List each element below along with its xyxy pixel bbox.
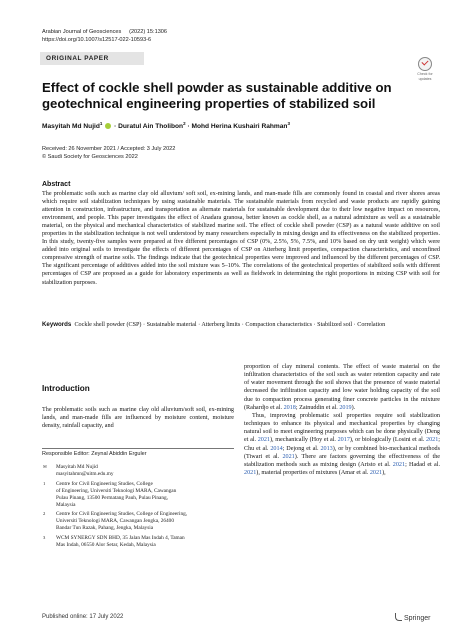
responsible-editor: Responsible Editor: Zeynal Abiddin Erguler [42,451,147,457]
affiliation-line: Bandar Tun Razak, Pahang, Jengka, Malaysia [56,525,154,532]
check-updates-icon [418,57,432,71]
affiliation-line: Universiti Teknologi MARA, Cawangan Jengka, 26400 [56,518,174,525]
citation-link[interactable]: 2021 [282,453,295,460]
paragraph [244,412,440,477]
affiliation-line: Malaysia [56,501,76,508]
paragraph [244,363,440,412]
doi-link[interactable]: https://doi.org/10.1007/s12517-022-10593-6 [42,37,152,43]
received-accepted: Received: 26 November 2021 / Accepted: 3 July 2022 [42,146,176,152]
citation-link[interactable]: 2021 [257,437,270,444]
published-online: Published online: 17 July 2022 [42,614,124,620]
paragraph-text: ), mechanically (Hoy et al. [270,437,338,444]
abstract-text: The problematic soils such as marine clay old alluvium/ soft soil, ex-mining lands, and man-made fills are commonly found in coastal and river shores areas which require soil stabilization techniques by using sustainable materials. The sustainable materials from recycled and waste products are rapidly gaining attention in construction, infrastructure, and transportation as alternate materials for sustainable development due to their low negative impact on resources, environment, and people. This paper investigates the effect of Anadara granosa, better known as cockle shell, as a natural admixture as well as a sustainable material, on the physical and mechanical characteristics of stabilized marine soil. The effect of cockle shell powder (CSP) as a natural waste additive on soil properties in the stabilization technique is not well understood by many researchers especially in mixing design and its effectiveness on the stabilized properties. In this study, twenty-five samples were prepared at five different percentages of CSP (0%, 2.5%, 5%, 7.5%, and 10% based on dry unit weight) which were added into original soils to investigate the effects of different percentages of CSP on Atterberg limit properties, compaction characteristics, and unconfined compressive strength of marine soils. The findings indicate that the geotechnical properties were improved and influenced by the different percentages of CSP. The significant percentage of additives added into the soil mixture was 5–10%. The correlations of the geotechnical properties of stabilized soils with different percentages of CSP are proposed as a guide for laboratory experiments as well as fieldwork in determining the right proportions in mixing CSP with soil for stabilization purposes. [42,191,440,286]
article-type-badge: ORIGINAL PAPER [40,52,144,65]
springer-horse-icon [395,613,402,621]
envelope-icon: ✉ [43,464,47,469]
citation-link[interactable]: 2021 [392,461,406,468]
citation-link[interactable]: 2019 [339,404,352,411]
journal-volume: (2022) 15:1306 [129,29,168,35]
paragraph-text: ). [351,404,356,411]
affiliation-mark: 2 [183,121,186,126]
correspondence-note [42,464,234,478]
paragraph-text: ), or by combined bio-mechanical methods (Tiwari et al. [244,445,440,460]
affiliation-number: 2 [43,511,46,517]
citation-link[interactable]: 2013 [320,445,333,452]
corresponding-author: Masyitah Md Nujid [56,464,98,470]
affiliation-number: 1 [43,480,46,486]
author-name[interactable]: Masyitah Md Nujid [42,123,100,131]
keywords-label: Keywords [42,321,72,328]
copyright-line: © Saudi Society for Geosciences 2022 [42,153,138,160]
affiliation-note [42,535,234,549]
check-for-updates-button[interactable] [410,57,440,81]
paper-title: Effect of cockle shell powder as sustainable additive on geotechnical engineering properties of stabilized soil [42,80,392,111]
introduction-heading: Introduction [42,384,90,393]
publisher-name: Springer [404,615,431,622]
affiliation-line: Centre for Civil Engineering Studies, College [56,480,153,487]
affiliation-line: Pulau Pinang, 13500 Permatang Pauh, Pulau Pinang, [56,494,168,501]
paragraph-text: ). There are factors governing the effectiveness of the stabilization methods such as mixing design (Aristo et al. [244,453,440,468]
paragraph-text: ), [382,470,386,477]
citation-link[interactable]: 2018 [283,404,296,411]
keywords-text: Cockle shell powder (CSP) · Sustainable material · Atterberg limits · Compaction characteristics · Stabilized soil · Correlation [74,322,386,328]
intro-right-column [244,363,440,477]
affiliation-line: Mas Indah, 06550 Alor Setar, Kedah, Malaysia [56,542,156,549]
affiliation-mark: 1 [99,121,103,126]
paragraph-text: ; Chu et al. [244,437,440,452]
paragraph-text: ), material properties of mixtures (Amar et al. [256,470,370,477]
journal-header [42,28,167,44]
paragraph-text: ; Zainuddin et al. [295,404,340,411]
publisher-logo [395,613,430,622]
affiliation-note [42,511,234,532]
paragraph-text: ), or biologically (Losini et al. [349,437,426,444]
paragraph-text: Thus, improving problematic soil properties require soil stabilization techniques to enhance its physical and mechanical properties by changing natural soil to meet engineering purposes which can be done physically (Deng et al. [244,412,440,444]
citation-link[interactable]: 2014 [270,445,283,452]
affiliation-mark: 3 [287,121,290,126]
check-updates-label-1: Check for [417,72,433,76]
footnote-divider [42,448,234,449]
citation-link[interactable]: 2017 [337,437,350,444]
affiliation-line: WCM SYNERGY SDN BHD, 35 Jalan Mas Indah 4, Taman [56,535,185,542]
affiliation-line: of Engineering, Universiti Teknologi MARA, Cawangan [56,487,177,494]
affiliation-note [42,481,234,509]
citation-link[interactable]: 2021 [244,470,257,477]
paragraph-text: ; Dejong et al. [282,445,321,452]
author-name[interactable]: · Mohd Herina Kushairi Rahman [187,123,288,131]
orcid-icon[interactable] [105,123,111,129]
check-updates-label-2: updates [418,77,432,82]
author-name[interactable]: · Duratul Ain Tholibon [114,123,184,131]
citation-link[interactable]: 2021 [369,470,383,477]
affiliation-notes [42,464,234,552]
abstract-heading: Abstract [42,181,71,188]
corresponding-email[interactable]: masyitahmn@uitm.edu.my [56,470,114,477]
affiliation-number: 3 [43,535,46,541]
affiliation-line: Centre for Civil Engineering Studies, College of Engineering, [56,511,188,518]
intro-left-column: The problematic soils such as marine clay old alluvium/soft soil, ex-mining lands, and man-made fills are influenced by moisture content, moisture density, rainfall capacity, and [42,407,234,430]
article-dates [42,146,175,161]
citation-link[interactable]: 2021 [426,437,439,444]
journal-name: Arabian Journal of Geosciences [42,29,122,35]
paragraph-text: proportion of clay mineral contents. The effect of waste material on the infiltration characteristics of the soil such as water retention capacity and rate of water movement through the soil shows that the presence of waste material decreased the infiltration capacity and low water holding capacity of the soil due to compaction process generating finer concrete particles in the mixture (Rahardjo et al. [244,364,440,411]
keywords [42,321,442,329]
paragraph-text: ; Hadad et al. [405,461,440,468]
author-list [42,121,442,130]
